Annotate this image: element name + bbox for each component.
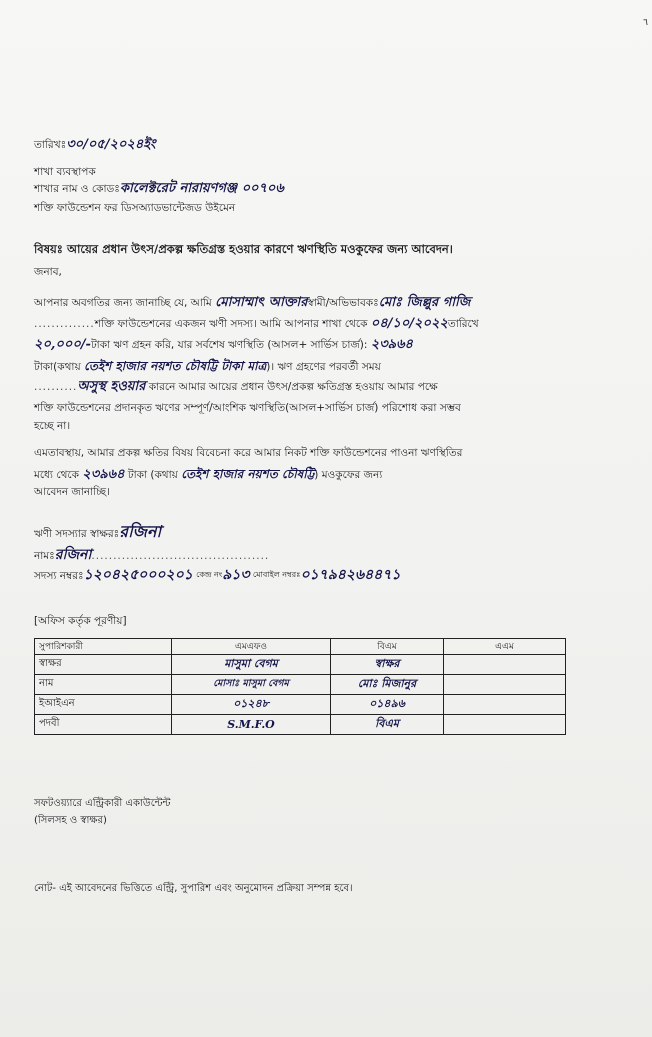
mobile-label: মোবাইল নম্বরঃ: [252, 570, 301, 579]
loan-date: ০৪/১০/২০২২: [370, 316, 448, 331]
bm-cell: ০১৪৯৬: [331, 695, 444, 715]
para1-text: টাকা(কথায়: [34, 361, 81, 373]
para1-line1: [34, 296, 470, 310]
signature-line: [34, 522, 162, 541]
para1-line4: [34, 359, 381, 374]
accountant-subtitle: (সিলসহ ও স্বাক্ষর): [34, 815, 107, 826]
bm-cell: বিএম: [331, 715, 444, 735]
header-recommender: সুপারিশকারী: [35, 639, 172, 655]
table-row: [35, 695, 566, 715]
para1-text: শক্তি ফাউন্ডেশনের একজন ঋণী সদস্য। আমি আপনার শাখা থেকে: [94, 318, 368, 330]
center-label: কেন্দ্র নং: [196, 570, 223, 579]
date-label: তারিখঃ: [34, 139, 67, 151]
para1-text: )। ঋণ গ্রহণের পরবর্তী সময়: [266, 361, 381, 373]
row-label: স্বাক্ষর: [35, 655, 172, 675]
para1-line3: [34, 338, 413, 352]
header-am: এএম: [444, 639, 566, 655]
para2-line1: এমতাবস্থায়, আমার প্রকল্প ক্ষতির বিষয় বিবেচনা করে আমার নিকট শক্তি ফাউন্ডেশনের পাওনা ঋণস্থিতির: [34, 447, 463, 459]
para2-text: মধ্যে থেকে: [34, 469, 79, 481]
para1-text: আপনার অবগতির জন্য জানাচ্ছি যে, আমি: [34, 297, 212, 309]
para1-line7: হচ্ছে না।: [34, 420, 71, 432]
table-header-row: [35, 639, 566, 655]
am-cell: [444, 655, 566, 675]
para1-text: কারনে আমার আয়ের প্রধান উৎস/প্রকল্প ক্ষতিগ্রস্ত হওয়ায় আমার পক্ষে: [148, 381, 438, 393]
para1-text: তারিখে: [447, 318, 479, 330]
branch-manager: শাখা ব্যবস্থাপক: [34, 166, 96, 178]
dots: .........................................: [91, 550, 270, 562]
am-cell: [444, 695, 566, 715]
header-bm: বিএম: [331, 639, 444, 655]
accountant-title: সফটওয়্যারে এন্ট্রিকারী একাউন্টেন্ট: [34, 798, 171, 809]
para1-text: টাকা ঋণ গ্রহন করি, যার সর্বশেষ ঋণস্থিতি (আসল+ সার্ভিস চার্জ):: [90, 339, 368, 351]
table-row: [35, 655, 566, 675]
dots: ..............: [34, 318, 95, 330]
loan-balance: ২৩৯৬৪: [370, 337, 413, 352]
branch-line: [34, 182, 284, 196]
table-row: [35, 715, 566, 735]
para1-line6: শক্তি ফাউন্ডেশনের প্রদানকৃত ঋণের সম্পূর্ণ/আংশিক ঋণস্থিতি(আসল+সার্ভিস চার্জ) পরিশোধ করা সম্ভব: [34, 402, 461, 414]
salutation: জনাব,: [34, 266, 62, 278]
damage-reason: অসুস্থ হওয়ার: [77, 379, 146, 394]
para2-text: টাকা (কথায়: [127, 469, 178, 481]
mobile-number: ০১৭৯৪২৬৪৪৭১: [300, 567, 401, 583]
name-line: [34, 548, 269, 563]
row-label: পদবী: [35, 715, 172, 735]
applicant-name: মোসাম্মাৎ আক্তার: [215, 295, 308, 310]
loan-amount: ২০,০০০/-: [34, 337, 91, 352]
balance-in-words: তেইশ হাজার নয়শত চৌষট্টি টাকা মাত্র: [83, 359, 267, 373]
dots: ..........: [34, 381, 78, 393]
para2-line3: আবেদন জানাচ্ছি।: [34, 486, 110, 498]
member-number-label: সদস্য নম্বরঃ: [34, 570, 84, 582]
row-label: নাম: [35, 675, 172, 695]
para2-line2: [34, 467, 382, 482]
mfo-cell: ০১২৪৮: [172, 695, 331, 715]
waiver-in-words: তেইশ হাজার নয়শত চৌষট্টি: [181, 467, 315, 481]
footer-note: নোট- এই আবেদনের ভিত্তিতে এন্ট্রি, সুপারিশ এবং অনুমোদন প্রক্রিয়া সম্পন্ন হবে।: [34, 883, 353, 894]
member-number: ১২০৪২৫০০০২০১: [83, 567, 193, 583]
member-line: [34, 568, 400, 583]
bm-cell: স্বাক্ষর: [331, 655, 444, 675]
row-label: ইআইএন: [35, 695, 172, 715]
name-label: নামঃ: [34, 550, 55, 562]
center-number: ৯১৩: [222, 567, 250, 583]
corner-mark: ٦: [643, 18, 648, 28]
signature-label: ঋণী সদস্যার স্বাক্ষরঃ: [34, 528, 120, 540]
bm-cell: মোঃ মিজানুর: [331, 675, 444, 695]
table-row: [35, 675, 566, 695]
para1-line2: [34, 317, 479, 331]
am-cell: [444, 675, 566, 695]
am-cell: [444, 715, 566, 735]
header-mfo: এমএফও: [172, 639, 331, 655]
organization-name: শক্তি ফাউন্ডেশন ফর ডিসঅ্যাডভান্টেজড উইমেন: [34, 202, 236, 214]
para2-text: ) মওকুফের জন্য: [314, 469, 383, 481]
recommendation-table: [34, 638, 566, 735]
branch-label: শাখার নাম ও কোডঃ: [34, 183, 120, 195]
branch-value: কালেক্টরেট নারায়ণগঞ্জ ০০৭০৬: [119, 181, 284, 196]
member-name: রজিনা: [54, 547, 92, 563]
subject-line: বিষয়ঃ আয়ের প্রধান উৎস/প্রকল্প ক্ষতিগ্রস্ত হওয়ার কারণে ঋণস্থিতি মওকুফের জন্য আবেদন।: [34, 242, 453, 256]
guardian-name: মোঃ জিল্লুর গাজি: [378, 295, 471, 310]
office-use-heading: [অফিস কর্তৃক পূরণীয়]: [34, 615, 127, 627]
mfo-cell: মাসুমা বেগম: [172, 655, 331, 675]
waiver-amount: ২৩৯৬৪: [82, 467, 125, 482]
mfo-cell: মোসাঃ মাসুমা বেগম: [172, 675, 331, 695]
guardian-label: স্বামী/অভিভাবকঃ: [307, 297, 379, 309]
date-line: [34, 138, 156, 152]
para1-line5: [34, 380, 438, 394]
member-signature: রজিনা: [119, 522, 162, 541]
mfo-cell: S.M.F.O: [172, 715, 331, 735]
date-value: ৩০/০৫/২০২৪ইং: [66, 137, 156, 152]
